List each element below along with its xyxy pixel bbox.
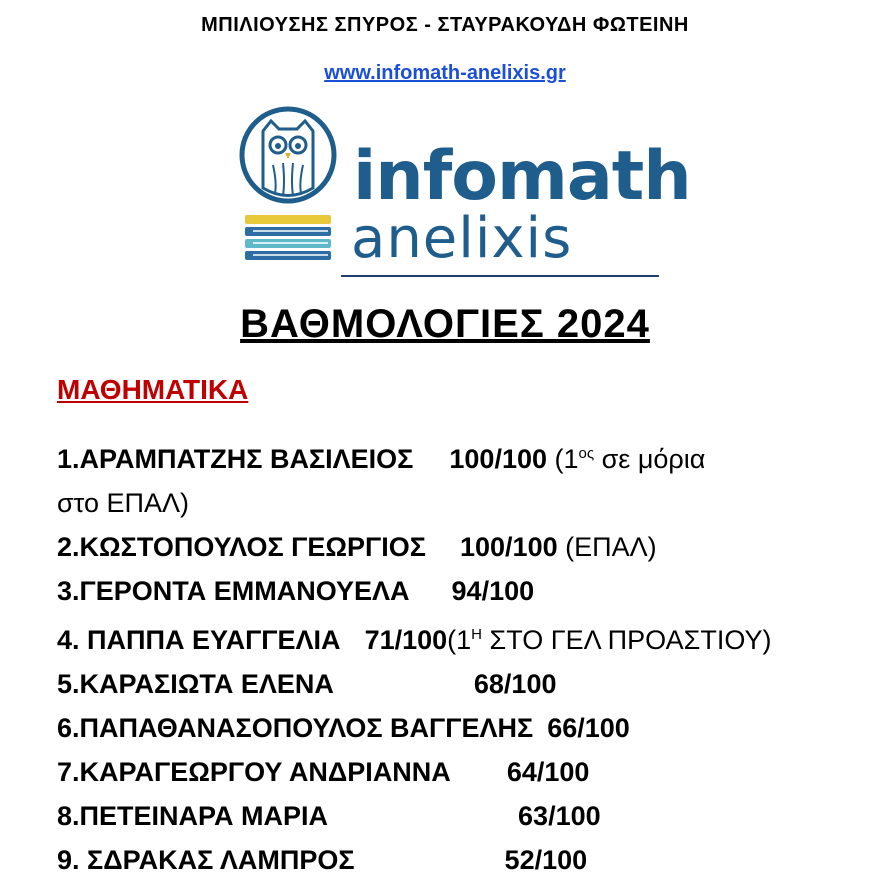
note-text: ΣΤΟ ΓΕΛ ΠΡΟΑΣΤΙΟΥ) [482, 625, 772, 655]
student-name: 3.ΓΕΡΟΝΤΑ ΕΜΜΑΝΟΥΕΛΑ [57, 576, 410, 606]
list-item [57, 662, 877, 706]
student-name: 7.ΚΑΡΑΓΕΩΡΓΟΥ ΑΝΔΡΙΑΝΝΑ [57, 757, 451, 787]
student-name: 4. ΠΑΠΠΑ ΕΥΑΓΓΕΛΙΑ [57, 625, 341, 655]
list-item [57, 706, 877, 750]
results-list [57, 432, 877, 882]
student-score: 71/100 [364, 625, 448, 655]
student-name: 5.ΚΑΡΑΣΙΩΤΑ ΕΛΕΝΑ [57, 669, 334, 699]
logo-divider [341, 275, 659, 277]
list-item [57, 569, 877, 613]
page-title: ΒΑΘΜΟΛΟΓΙΕΣ 2024 [240, 302, 650, 346]
logo-word-infomath: infomath [353, 137, 691, 216]
list-item [57, 432, 877, 481]
student-score: 94/100 [451, 576, 535, 606]
student-name: 6.ΠΑΠΑΘΑΝΑΣΟΠΟΥΛΟΣ ΒΑΓΓΕΛΗΣ [57, 713, 534, 743]
student-note [555, 444, 706, 474]
header-authors: ΜΠΙΛΙΟΥΣΗΣ ΣΠΥΡΟΣ - ΣΤΑΥΡΑΚΟΥΔΗ ΦΩΤΕΙΝΗ [201, 14, 689, 36]
logo-word-anelixis: anelixis [351, 206, 573, 271]
note-text: (1 [447, 625, 472, 655]
student-score: 52/100 [504, 845, 588, 875]
note-continuation: στο ΕΠΑΛ) [57, 488, 190, 518]
note-superscript: Η [471, 626, 483, 643]
student-score: 68/100 [473, 669, 557, 699]
website-link[interactable]: www.infomath-anelixis.gr [324, 62, 566, 84]
student-score: 100/100 [449, 444, 547, 474]
note-superscript: ος [578, 445, 595, 462]
student-score: 64/100 [506, 757, 590, 787]
list-item [57, 613, 877, 662]
list-item [57, 838, 877, 882]
student-note: (ΕΠΑΛ) [565, 532, 657, 562]
student-note [447, 625, 771, 655]
logo [233, 103, 691, 278]
student-name: 2.ΚΩΣΤΟΠΟΥΛΟΣ ΓΕΩΡΓΙΟΣ [57, 532, 426, 562]
student-name: 9. ΣΔΡΑΚΑΣ ΛΑΜΠΡΟΣ [57, 845, 355, 875]
student-name: 8.ΠΕΤΕΙΝΑΡΑ ΜΑΡΙΑ [57, 801, 329, 831]
note-text: σε μόρια [594, 444, 706, 474]
student-name: 1.ΑΡΑΜΠΑΤΖΗΣ ΒΑΣΙΛΕΙΟΣ [57, 444, 414, 474]
list-item [57, 794, 877, 838]
list-item [57, 750, 877, 794]
student-score: 63/100 [518, 801, 601, 831]
subject-heading: ΜΑΘΗΜΑΤΙΚΑ [57, 374, 249, 405]
list-item [57, 525, 877, 569]
note-text: (1 [554, 444, 579, 474]
student-score: 100/100 [460, 532, 558, 562]
student-score: 66/100 [547, 713, 630, 743]
